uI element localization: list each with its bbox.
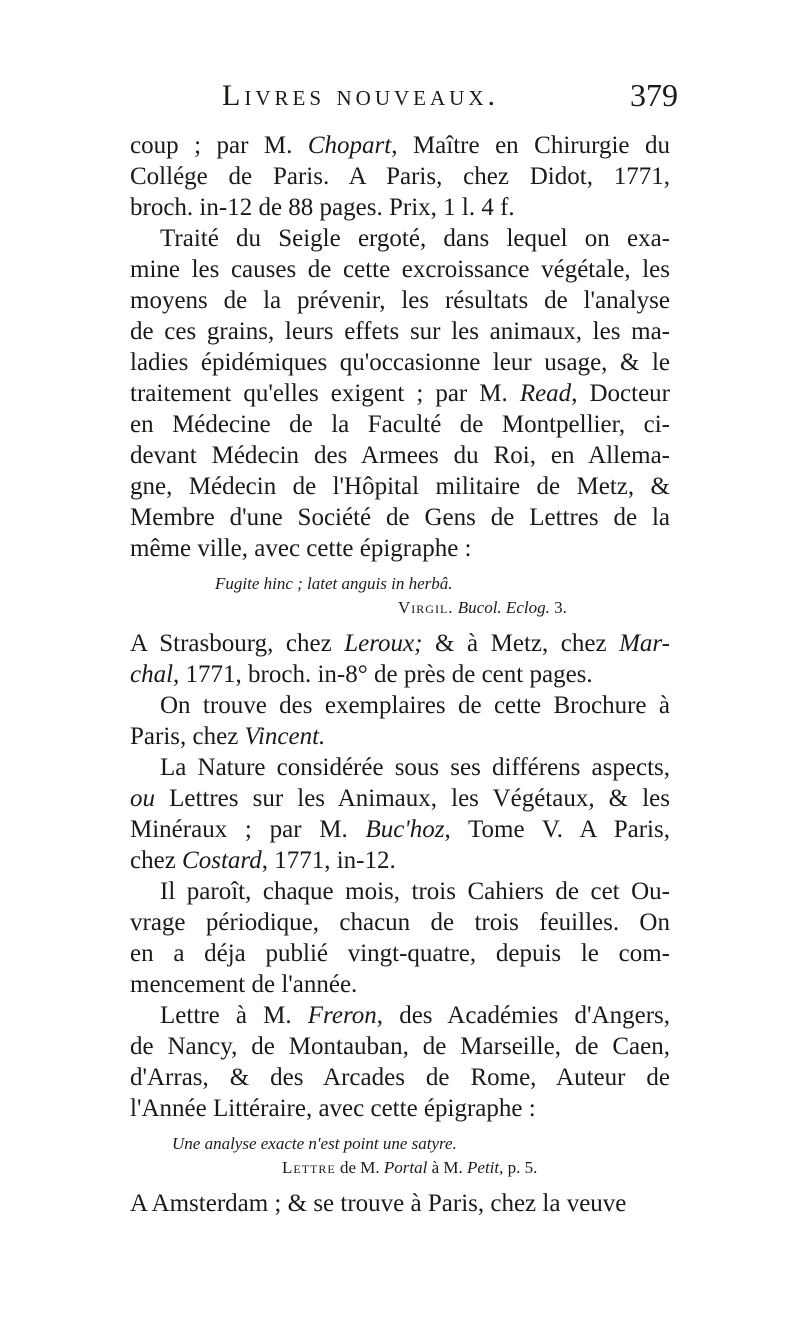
text-line: de Nancy, de Montauban, de Marseille, de Caen,	[130, 1033, 670, 1060]
text-line: A Strasbourg, chez Leroux; & à Metz, chez Mar-	[130, 630, 670, 657]
text-line: mine les causes de cette excroissance végétale, les	[130, 256, 670, 283]
text-line: ou Lettres sur les Animaux, les Végétaux, & les	[130, 785, 670, 812]
text-line: Collége de Paris. A Paris, chez Didot, 1771,	[130, 163, 670, 190]
text-line: en a déja publié vingt-quatre, depuis le com-	[130, 940, 670, 967]
text-line: Membre d'une Société de Gens de Lettres de la	[130, 504, 670, 531]
epigraph-quote: Fugite hinc ; latet anguis in herbâ.	[215, 574, 453, 593]
text-line: même ville, avec cette épigraphe :	[130, 535, 472, 562]
book-page	[130, 77, 678, 1219]
text-line: de ces grains, leurs effets sur les animaux, les ma-	[130, 318, 670, 345]
epigraph-source: Virgil. Bucol. Eclog. 3.	[398, 598, 567, 617]
text-line: On trouve des exemplaires de cette Brochure à	[160, 692, 670, 719]
text-line: Paris, chez Vincent.	[130, 723, 326, 750]
text-line: traitement qu'elles exigent ; par M. Read, Docteur	[130, 380, 670, 407]
text-line: mencement de l'année.	[130, 971, 358, 998]
text-line: Lettre à M. Freron, des Académies d'Angers,	[160, 1002, 670, 1029]
text-line: gne, Médecin de l'Hôpital militaire de Metz, &	[130, 473, 670, 500]
page-header	[130, 77, 678, 130]
text-line: vrage périodique, chacun de trois feuilles. On	[130, 909, 670, 936]
text-line: l'Année Littéraire, avec cette épigraphe :	[130, 1095, 536, 1122]
epigraph-source: Lettre de M. Portal à M. Petit, p. 5.	[282, 1158, 538, 1177]
text-line: moyens de la prévenir, les résultats de l'analyse	[130, 287, 670, 314]
text-line: La Nature considérée sous ses différens aspects,	[160, 754, 670, 781]
text-line: chal, 1771, broch. in-8° de près de cent pages.	[130, 661, 593, 688]
text-line: d'Arras, & des Arcades de Rome, Auteur de	[130, 1064, 670, 1091]
running-title: Livres nouveaux.	[222, 79, 499, 112]
text-line: Minéraux ; par M. Buc'hoz, Tome V. A Paris,	[130, 816, 670, 843]
text-line: chez Costard, 1771, in-12.	[130, 847, 396, 874]
page-number: 379	[630, 77, 678, 113]
text-line: broch. in-12 de 88 pages. Prix, 1 l. 4 f.	[130, 194, 515, 221]
text-line: devant Médecin des Armees du Roi, en Allema-	[130, 442, 670, 469]
text-line: A Amsterdam ; & se trouve à Paris, chez la veuve	[130, 1190, 627, 1217]
text-line: ladies épidémiques qu'occasionne leur usage, & le	[130, 349, 670, 376]
text-line: Traité du Seigle ergoté, dans lequel on exa-	[160, 225, 670, 252]
text-line: coup ; par M. Chopart, Maître en Chirurgie du	[130, 132, 670, 159]
epigraph-quote: Une analyse exacte n'est point une satyre.	[172, 1134, 457, 1153]
text-line: Il paroît, chaque mois, trois Cahiers de cet Ou-	[160, 878, 670, 905]
text-line: en Médecine de la Faculté de Montpellier, ci-	[130, 411, 670, 438]
